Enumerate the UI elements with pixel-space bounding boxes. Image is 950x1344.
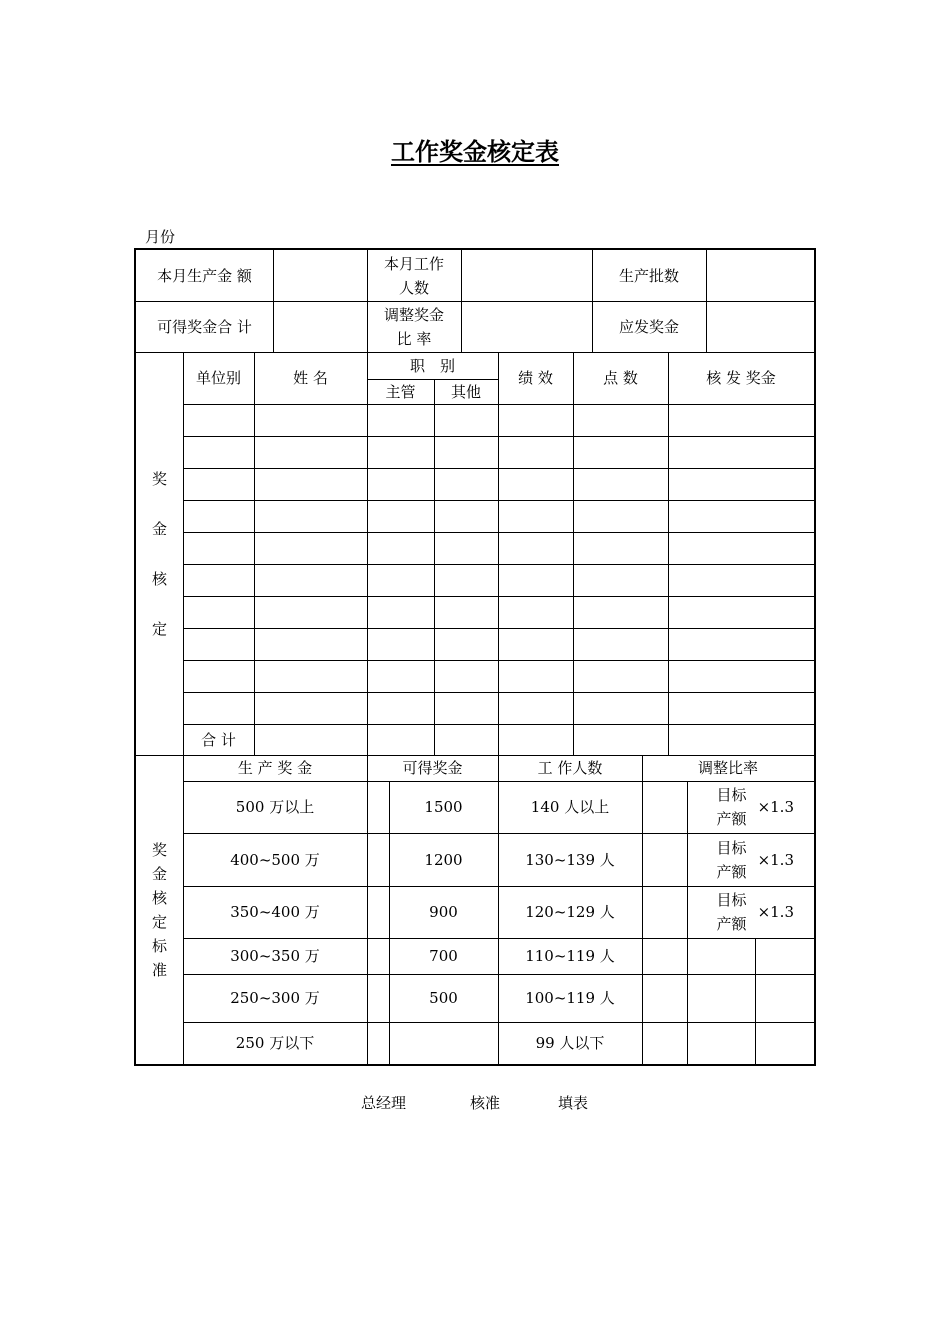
target-output-cell-line-1: 产额 xyxy=(716,915,747,933)
ratio-cell: ×1.3 xyxy=(757,850,794,869)
workers-header: 工 作人数 xyxy=(537,759,603,777)
adjust-ratio-label-line-1: 比 率 xyxy=(396,329,432,348)
production-range-cell: 500 万以上 xyxy=(235,798,315,816)
adjust-ratio-header: 调整比率 xyxy=(697,759,758,777)
workers-range-cell: 100~119 人 xyxy=(525,989,615,1007)
bonus-assessment-side-label-line-1: 金 xyxy=(151,519,167,538)
payable-bonus-label: 应发奖金 xyxy=(618,317,679,336)
workers-range-cell: 99 人以下 xyxy=(535,1034,605,1052)
bonus-standard-side-label-line-1: 金 xyxy=(151,864,167,883)
bonus-standard-side-label-line-4: 标 xyxy=(151,936,167,955)
workers-range-cell: 110~119 人 xyxy=(525,947,615,965)
page-title: 工作奖金核定表 xyxy=(391,137,559,166)
assessment-col-line xyxy=(498,352,499,755)
side-col-line xyxy=(183,352,184,755)
points-column-header: 点 数 xyxy=(603,369,638,387)
assessment-col-line xyxy=(668,352,669,755)
workers-range-cell: 140 人以上 xyxy=(530,798,610,816)
position-sub-col-line xyxy=(434,379,435,755)
header-col-line xyxy=(706,250,707,352)
supervisor-column-header: 主管 xyxy=(385,382,416,401)
target-output-cell-line-0: 目标 xyxy=(716,838,747,857)
workers-count-label xyxy=(367,250,461,301)
production-bonus-header: 生 产 奖 金 xyxy=(237,759,313,777)
bonus-assessment-side-label-line-0: 奖 xyxy=(151,469,167,488)
production-range-cell: 250~300 万 xyxy=(230,989,320,1007)
total-row-label: 合 计 xyxy=(201,730,236,749)
production-range-cell: 350~400 万 xyxy=(230,903,320,921)
approve-label: 核准 xyxy=(470,1094,501,1112)
available-bonus-cell: 1500 xyxy=(424,798,463,816)
adjust-ratio-label xyxy=(367,301,461,352)
header-col-line xyxy=(461,250,462,352)
standard-sub-col-line xyxy=(755,938,756,1064)
bonus-column-header: 核 发 奖金 xyxy=(706,369,776,387)
bonus-form-table xyxy=(134,248,816,1066)
bonus-standard-side-label-line-2: 核 xyxy=(151,888,167,907)
standard-col-line xyxy=(367,755,368,1064)
bonus-assessment-side-label-line-2: 核 xyxy=(151,569,167,588)
available-bonus-cell xyxy=(389,1022,498,1064)
available-bonus-header: 可得奖金 xyxy=(402,759,463,777)
name-column-header: 姓 名 xyxy=(293,369,328,387)
target-output-cell-line-0: 目标 xyxy=(716,891,747,909)
workers-count-label-line-1: 人数 xyxy=(398,278,429,297)
ratio-cell: ×1.3 xyxy=(757,798,794,816)
bonus-standard-side-label xyxy=(136,755,183,1064)
fill-label: 填表 xyxy=(558,1094,589,1112)
workers-range-cell: 130~139 人 xyxy=(525,850,615,869)
available-bonus-cell: 500 xyxy=(429,989,458,1007)
header-col-line xyxy=(273,250,274,352)
other-column-header: 其他 xyxy=(450,382,481,401)
general-manager-label: 总经理 xyxy=(361,1094,407,1112)
month-label: 月份 xyxy=(145,228,176,246)
workers-count-label-line-0: 本月工作 xyxy=(383,254,444,273)
adjust-ratio-label-line-0: 调整奖金 xyxy=(383,305,444,324)
production-range-cell: 300~350 万 xyxy=(230,947,320,965)
target-output-cell-line-0: 目标 xyxy=(716,786,747,804)
standard-col-line xyxy=(642,755,643,1064)
available-bonus-cell: 700 xyxy=(429,947,458,965)
target-output-cell-line-1: 产额 xyxy=(716,810,747,828)
target-output-cell-line-1: 产额 xyxy=(716,862,747,881)
available-bonus-cell: 900 xyxy=(429,903,458,921)
production-range-cell: 250 万以下 xyxy=(235,1034,315,1052)
workers-range-cell: 120~129 人 xyxy=(525,903,615,921)
performance-column-header: 绩 效 xyxy=(518,369,553,387)
production-amount-label: 本月生产金 额 xyxy=(157,266,252,285)
assessment-col-line xyxy=(254,352,255,755)
ratio-cell: ×1.3 xyxy=(757,903,794,921)
available-bonus-cell: 1200 xyxy=(424,850,463,869)
bonus-total-label: 可得奖金合 计 xyxy=(157,317,252,336)
position-column-header: 职 别 xyxy=(409,356,455,375)
unit-column-header: 单位别 xyxy=(195,369,241,387)
bonus-standard-side-label-line-5: 准 xyxy=(151,960,167,979)
batch-count-label: 生产批数 xyxy=(618,266,679,285)
bonus-assessment-side-label xyxy=(136,352,183,755)
assessment-col-line xyxy=(573,352,574,755)
bonus-standard-side-label-line-3: 定 xyxy=(151,912,167,931)
bonus-assessment-side-label-line-3: 定 xyxy=(151,619,167,638)
production-range-cell: 400~500 万 xyxy=(230,850,320,869)
assessment-col-line xyxy=(367,352,368,755)
bonus-standard-side-label-line-0: 奖 xyxy=(151,840,167,859)
